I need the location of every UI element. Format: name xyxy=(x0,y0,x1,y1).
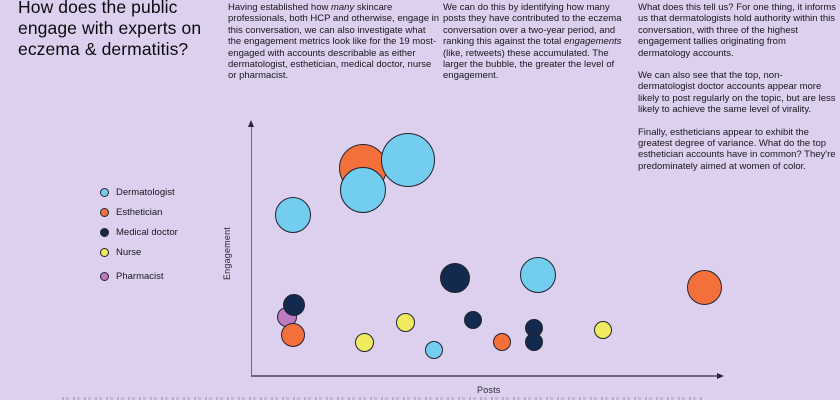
bubble-dermatologist[interactable] xyxy=(340,167,386,213)
legend-label: Nurse xyxy=(116,246,142,258)
bubble-medical-doctor[interactable] xyxy=(525,333,544,352)
bubble-dermatologist[interactable] xyxy=(275,197,311,233)
paragraph: We can also see that the top, non-dermatologist doctor accounts appear more likely to post regularly on the topic, but are less likely to achieve the same level of virality. xyxy=(638,70,836,116)
y-axis-label: Engagement xyxy=(222,227,232,281)
legend-label: Pharmacist xyxy=(116,270,164,282)
bubble-esthetician[interactable] xyxy=(687,270,722,305)
legend-label: Dermatologist xyxy=(116,186,175,198)
page-title: How does the public engage with experts on eczema & dermatitis? xyxy=(18,0,202,59)
bubble-esthetician[interactable] xyxy=(281,323,305,347)
bubble-nurse[interactable] xyxy=(355,333,374,352)
x-axis-label: Posts xyxy=(477,385,501,395)
legend-label: Medical doctor xyxy=(116,226,178,238)
bubble-medical-doctor[interactable] xyxy=(464,311,483,330)
paragraph: What does this tell us? For one thing, it informs us that dermatologists hold authority within this conversation, with three of the highest engagement tallies originating from dermatology accounts. xyxy=(638,2,837,59)
bubble-medical-doctor[interactable] xyxy=(440,263,470,293)
bubble-dermatologist[interactable] xyxy=(520,257,556,293)
bubble-dermatologist[interactable] xyxy=(381,133,435,187)
bubble-nurse[interactable] xyxy=(396,313,415,332)
bubble-esthetician[interactable] xyxy=(493,333,511,351)
paragraph: We can do this by identifying how many posts they have contributed to the eczema conversation over a two-year period, and ranking this against the total engagements (like, retweets) these accumulated. The larger the bubble, the greater the level of engagement. xyxy=(443,2,622,82)
bubble-medical-doctor[interactable] xyxy=(283,294,305,316)
paragraph: Finally, estheticians appear to exhibit the greatest degree of variance. What do the top esthetician accounts have in common? They're predominately aimed at women of color. xyxy=(638,126,836,172)
bubble-dermatologist[interactable] xyxy=(425,341,443,359)
paragraph: Having established how many skincare professionals, both HCP and otherwise, engage in this conversation, we can also investigate what the engagement metrics look like for the 19 most-engaged with accounts describable as either dermatologist, esthetician, medical doctor, nurse or pharmacist. xyxy=(228,2,440,82)
bubble-nurse[interactable] xyxy=(594,321,612,339)
legend-label: Esthetician xyxy=(116,206,163,218)
